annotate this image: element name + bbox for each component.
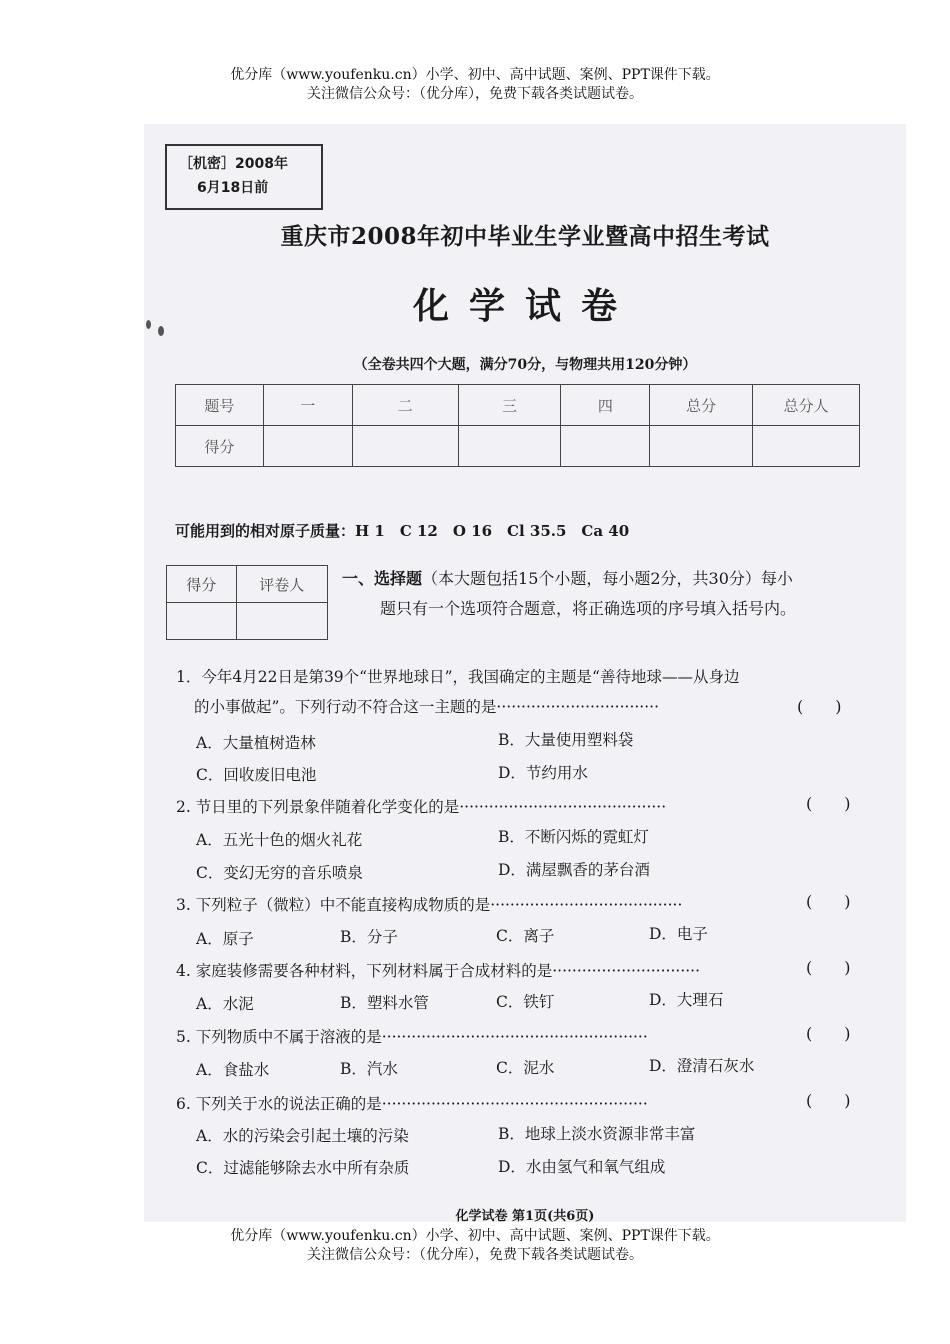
question-5-option-d: D．澄清石灰水	[649, 1057, 755, 1075]
score-header-cell: 总分	[650, 385, 753, 426]
score-header-cell: 三	[458, 385, 561, 426]
grader-score-label: 得分	[167, 566, 237, 603]
question-3-option-d: D．电子	[649, 925, 708, 943]
question-6-answer-paren: ( )	[806, 1091, 851, 1110]
question-2-stem: 2. 节日里的下列景象伴随着化学变化的是··········································	[176, 798, 667, 816]
score-cell	[352, 426, 458, 467]
question-5-answer-paren: ( )	[806, 1024, 851, 1043]
question-2-option-b: B．不断闪烁的霓虹灯	[498, 828, 649, 846]
exam-note: （全卷共四个大题，满分70分，与物理共用120分钟）	[353, 357, 697, 373]
question-6-option-a: A．水的污染会引起土壤的污染	[196, 1127, 409, 1145]
question-2-option-c: C．变幻无穷的音乐喷泉	[196, 864, 363, 882]
question-5-option-a: A．食盐水	[196, 1061, 270, 1079]
question-1-option-c: C．回收废旧电池	[196, 766, 317, 784]
watermark-line-1: 优分库（www.youfenku.cn）小学、初中、高中试题、案例、PPT课件下载。	[230, 1228, 720, 1244]
question-6-stem: 6. 下列关于水的说法正确的是······················································	[176, 1095, 648, 1113]
score-table-header-row	[176, 385, 860, 426]
score-table-score-row	[176, 426, 860, 467]
question-2-option-a: A．五光十色的烟火礼花	[196, 831, 363, 849]
score-cell	[263, 426, 352, 467]
question-5-option-b: B．汽水	[340, 1060, 398, 1078]
score-row-label: 得分	[176, 426, 264, 467]
question-6-option-c: C．过滤能够除去水中所有杂质	[196, 1159, 410, 1177]
exam-subject: 化学试卷	[412, 285, 637, 327]
question-2-answer-paren: ( )	[806, 794, 851, 813]
section-1-heading: 一、选择题	[342, 569, 423, 588]
question-3-answer-paren: ( )	[806, 892, 851, 911]
question-4-option-b: B．塑料水管	[340, 994, 429, 1012]
question-5-stem: 5. 下列物质中不属于溶液的是······················································	[176, 1028, 648, 1046]
page-footer: 化学试卷 第1页(共6页)	[455, 1209, 595, 1222]
grader-name-cell	[236, 603, 327, 640]
scan-smudge	[146, 320, 151, 329]
section-1-line-2: 题只有一个选项符合题意，将正确选项的序号填入括号内。	[380, 599, 797, 618]
question-3-option-c: C．离子	[496, 927, 555, 945]
exam-title: 重庆市2008年初中毕业生学业暨高中招生考试	[280, 223, 770, 250]
question-1-stem-line-2: 的小事做起”。下列行动不符合这一主题的是·································	[194, 698, 660, 716]
score-header-cell: 二	[352, 385, 458, 426]
question-4-stem: 4. 家庭装修需要各种材料，下列材料属于合成材料的是······························	[176, 962, 701, 980]
confidential-line-2: 6月18日前	[197, 180, 269, 196]
score-header-cell: 总分人	[753, 385, 860, 426]
question-3-stem: 3. 下列粒子（微粒）中不能直接构成物质的是·······································	[176, 896, 683, 914]
watermark-line-2: 关注微信公众号：（优分库），免费下载各类试题试卷。	[307, 86, 643, 102]
section-1-instructions	[342, 564, 796, 624]
confidential-box	[165, 144, 323, 210]
scan-smudge	[158, 326, 164, 336]
question-6-option-b: B．地球上淡水资源非常丰富	[498, 1125, 696, 1143]
grader-name-label: 评卷人	[236, 566, 327, 603]
watermark-line-1: 优分库（www.youfenku.cn）小学、初中、高中试题、案例、PPT课件下载。	[230, 67, 720, 83]
score-table	[175, 384, 860, 467]
watermark-header	[0, 66, 950, 104]
question-1-option-b: B．大量使用塑料袋	[498, 731, 634, 749]
watermark-footer	[0, 1227, 950, 1265]
score-cell	[753, 426, 860, 467]
score-cell	[561, 426, 650, 467]
section-1-line-1: （本大题包括15个小题，每小题2分，共30分）每小	[422, 569, 793, 588]
confidential-line-1: ［机密］2008年	[179, 156, 288, 172]
atomic-masses: 可能用到的相对原子质量：H 1 C 12 O 16 Cl 35.5 Ca 40	[175, 522, 630, 540]
question-1-option-d: D．节约用水	[498, 764, 588, 782]
score-cell	[458, 426, 561, 467]
score-header-cell: 一	[263, 385, 352, 426]
score-header-cell: 四	[561, 385, 650, 426]
score-cell	[650, 426, 753, 467]
question-4-answer-paren: ( )	[806, 958, 851, 977]
watermark-line-2: 关注微信公众号：（优分库），免费下载各类试题试卷。	[307, 1247, 643, 1263]
question-1-stem-line-1: 1．今年4月22日是第39个“世界地球日”，我国确定的主题是“善待地球——从身边	[176, 668, 740, 686]
question-4-option-c: C．铁钉	[496, 993, 555, 1011]
question-3-option-b: B．分子	[340, 928, 398, 946]
score-header-cell: 题号	[176, 385, 264, 426]
scanned-exam-page	[144, 124, 906, 1222]
grader-table	[166, 565, 328, 640]
question-2-option-d: D．满屋飘香的茅台酒	[498, 861, 650, 879]
question-3-option-a: A．原子	[196, 930, 254, 948]
question-4-option-a: A．水泥	[196, 995, 254, 1013]
grader-score-cell	[167, 603, 237, 640]
question-6-option-d: D．水由氢气和氧气组成	[498, 1158, 666, 1176]
question-1-answer-paren: ( )	[797, 697, 842, 716]
question-1-option-a: A．大量植树造林	[196, 734, 316, 752]
question-4-option-d: D．大理石	[649, 991, 724, 1009]
question-5-option-c: C．泥水	[496, 1059, 555, 1077]
